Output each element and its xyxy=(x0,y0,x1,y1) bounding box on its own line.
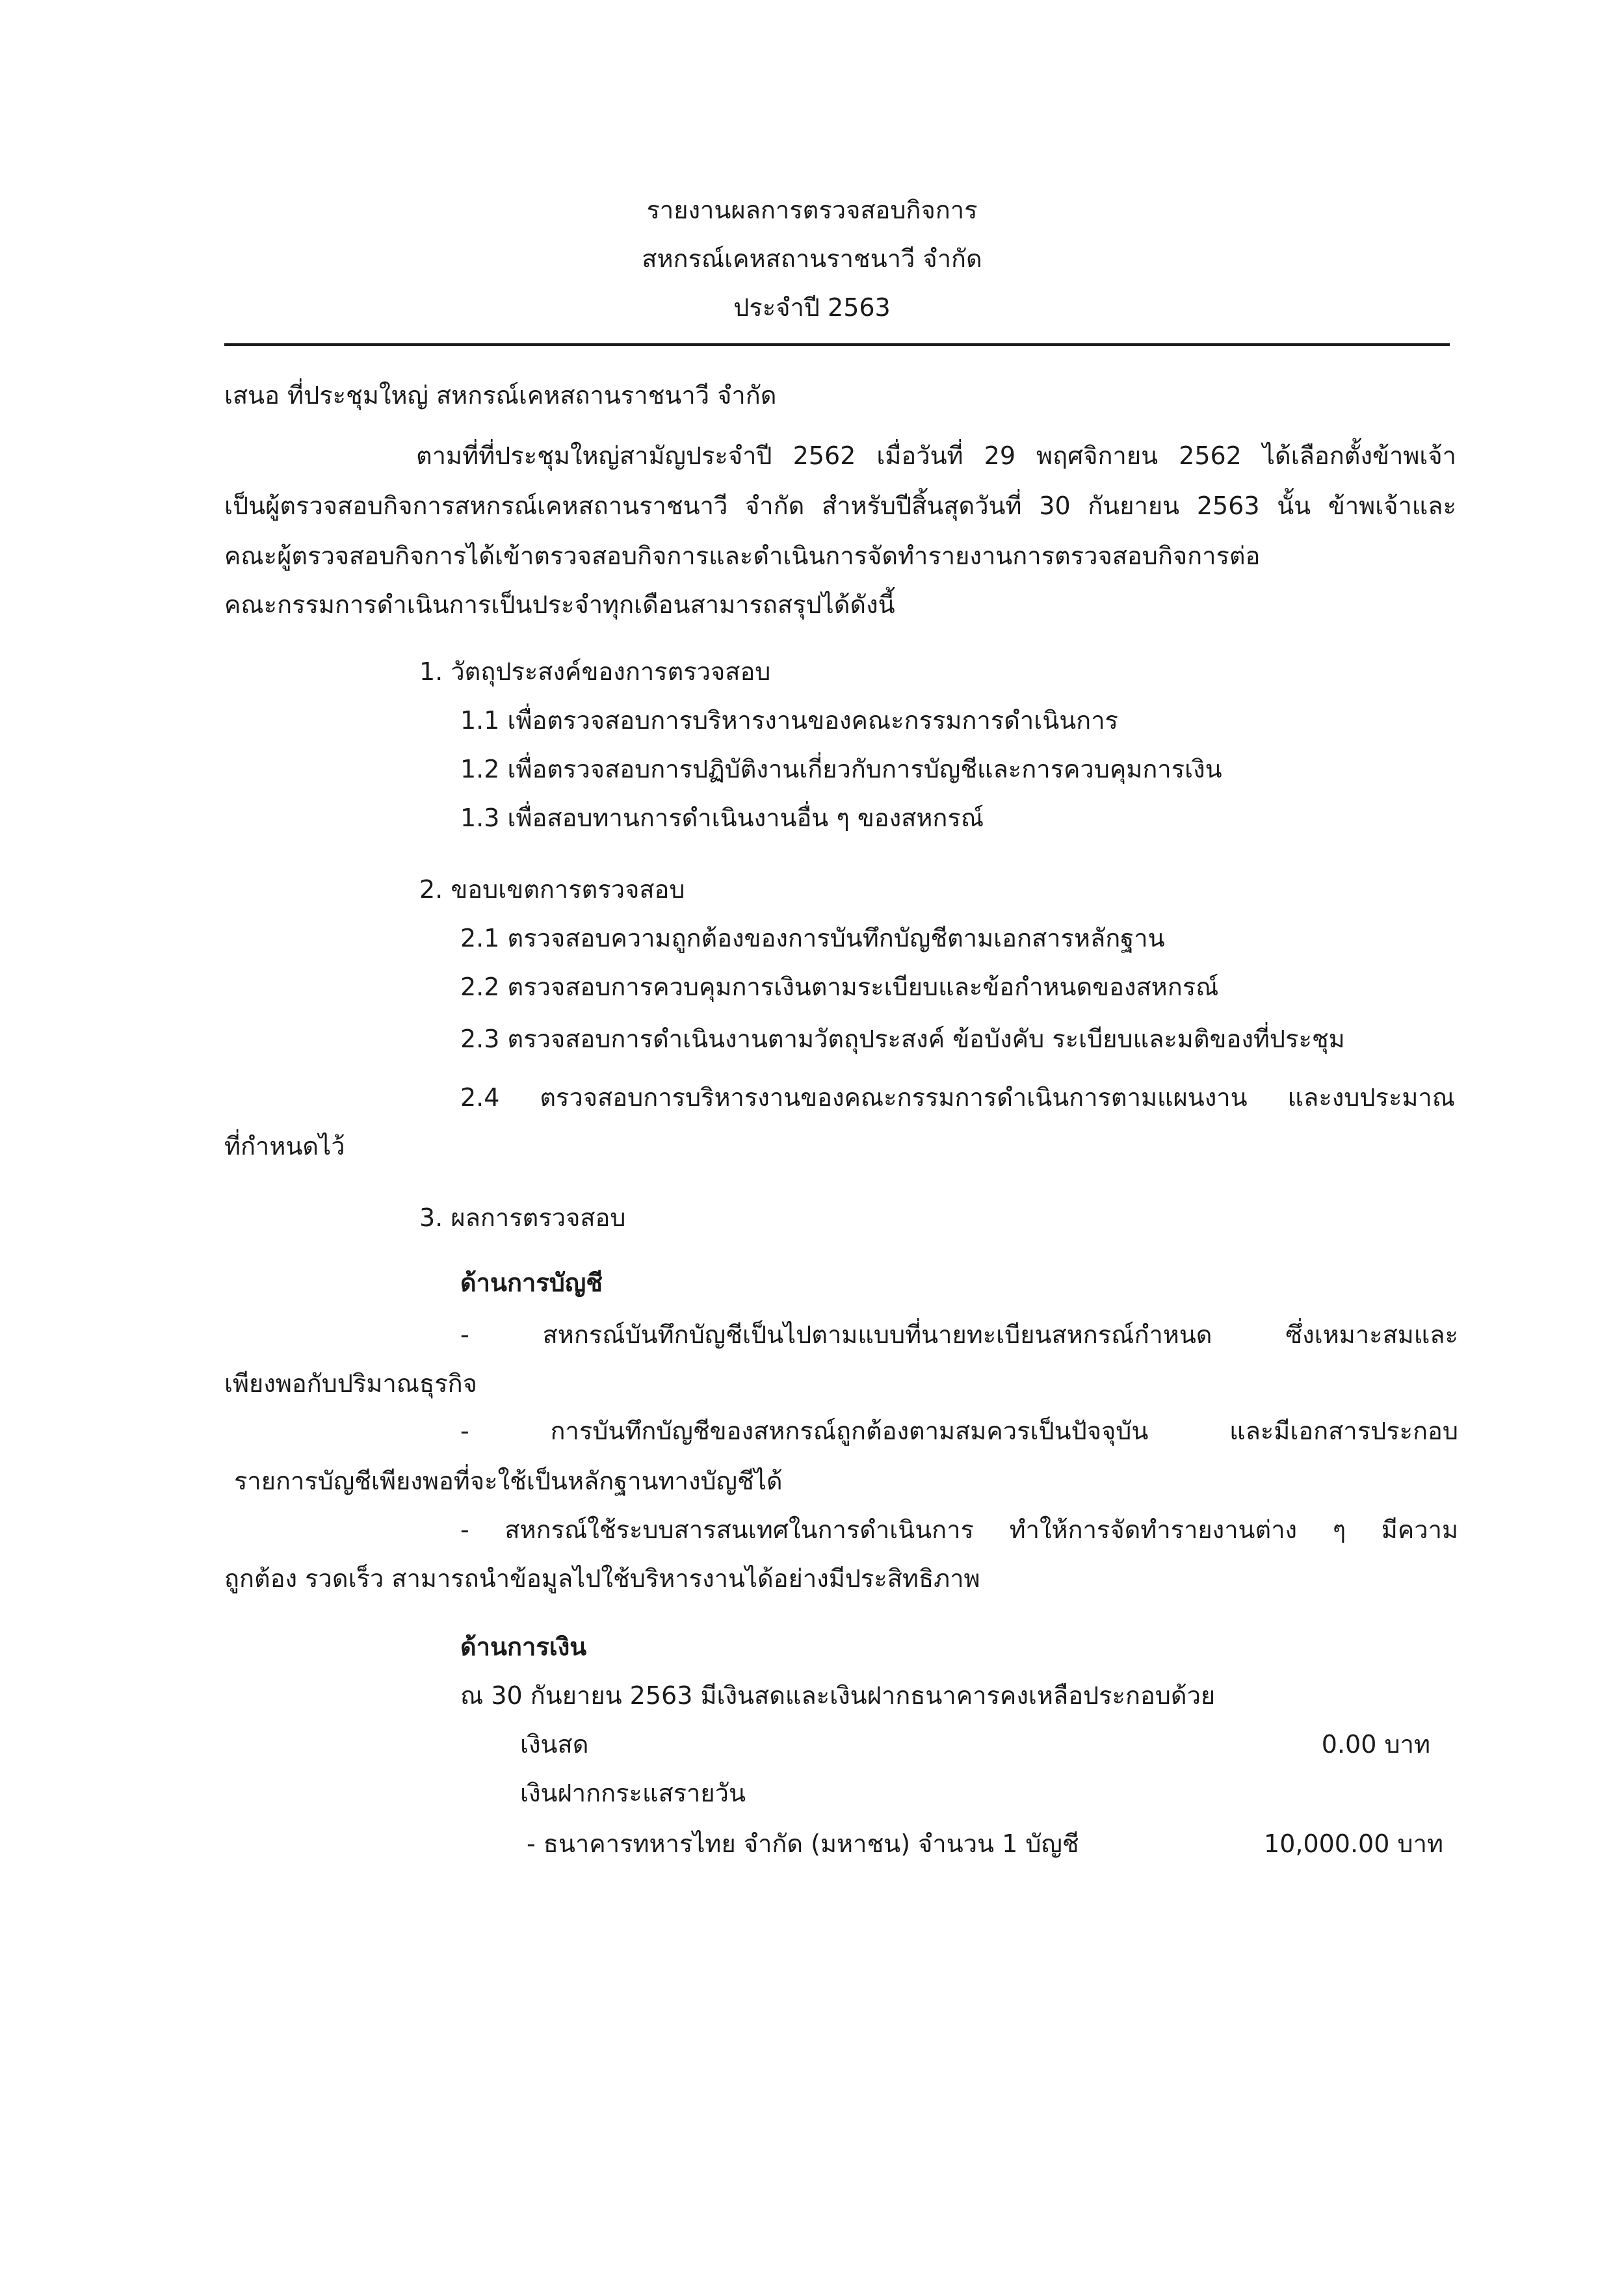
accounting-point-2: - การบันทึกบัญชีของสหกรณ์ถูกต้องตามสมควรเป็นปัจจุบัน และมีเอกสารประกอบ xyxy=(460,1417,1458,1445)
section2-item: 2.1 ตรวจสอบความถูกต้องของการบันทึกบัญชีตามเอกสารหลักฐาน xyxy=(460,924,1165,952)
finance-intro: ณ 30 กันยายน 2563 มีเงินสดและเงินฝากธนาคารคงเหลือประกอบด้วย xyxy=(460,1681,1216,1710)
intro-line-1: ตามที่ที่ประชุมใหญ่สามัญประจำปี 2562 เมื่อวันที่ 29 พฤศจิกายน 2562 ได้เลือกตั้งข้าพเจ้า xyxy=(416,441,1456,470)
section1-item: 1.3 เพื่อสอบทานการดำเนินงานอื่น ๆ ของสหกรณ์ xyxy=(460,804,984,832)
cash-amount: 0.00 บาท xyxy=(1321,1730,1430,1759)
cooperative-name: สหกรณ์เคหสถานราชนาวี จำกัด xyxy=(642,244,982,273)
section2-item: 2.4 ตรวจสอบการบริหารงานของคณะกรรมการดำเนินการตามแผนงาน และงบประมาณ xyxy=(460,1083,1455,1112)
intro-line-3: คณะผู้ตรวจสอบกิจการได้เข้าตรวจสอบกิจการและดำเนินการจัดทำรายงานการตรวจสอบกิจการต่อ xyxy=(224,542,1261,570)
report-year: ประจำปี 2563 xyxy=(733,293,891,322)
accounting-point-2-cont: รายการบัญชีเพียงพอที่จะใช้เป็นหลักฐานทางบัญชีได้ xyxy=(234,1467,783,1495)
section2-item: 2.3 ตรวจสอบการดำเนินงานตามวัตถุประสงค์ ข้อบังคับ ระเบียบและมติของที่ประชุม xyxy=(460,1025,1345,1053)
report-title: รายงานผลการตรวจสอบกิจการ xyxy=(646,196,978,224)
intro-line-2: เป็นผู้ตรวจสอบกิจการสหกรณ์เคหสถานราชนาวี จำกัด สำหรับปีสิ้นสุดวันที่ 30 กันยายน 2563 นั้น ข้าพเจ้าและ xyxy=(224,491,1456,520)
accounting-point-1: - สหกรณ์บันทึกบัญชีเป็นไปตามแบบที่นายทะเบียนสหกรณ์กำหนด ซึ่งเหมาะสมและ xyxy=(460,1320,1458,1349)
section2-item: 2.2 ตรวจสอบการควบคุมการเงินตามระเบียบและข้อกำหนดของสหกรณ์ xyxy=(460,973,1219,1001)
intro-line-4: คณะกรรมการดำเนินการเป็นประจำทุกเดือนสามารถสรุปได้ดังนี้ xyxy=(224,590,895,619)
accounting-point-3: - สหกรณ์ใช้ระบบสารสนเทศในการดำเนินการ ทำให้การจัดทำรายงานต่าง ๆ มีความ xyxy=(460,1515,1458,1544)
current-account-label: เงินฝากกระแสรายวัน xyxy=(520,1779,746,1807)
accounting-point-3-cont: ถูกต้อง รวดเร็ว สามารถนำข้อมูลไปใช้บริหารงานได้อย่างมีประสิทธิภาพ xyxy=(224,1564,980,1593)
bank-account-label: - ธนาคารทหารไทย จำกัด (มหาชน) จำนวน 1 บัญชี xyxy=(527,1829,1079,1858)
accounting-heading: ด้านการบัญชี xyxy=(460,1268,603,1297)
address-line: เสนอ ที่ประชุมใหญ่ สหกรณ์เคหสถานราชนาวี จำกัด xyxy=(224,381,777,410)
section2-title: 2. ขอบเขตการตรวจสอบ xyxy=(419,875,685,904)
accounting-point-1-cont: เพียงพอกับปริมาณธุรกิจ xyxy=(224,1369,477,1398)
section1-title: 1. วัตถุประสงค์ของการตรวจสอบ xyxy=(419,657,771,686)
bank-account-amount: 10,000.00 บาท xyxy=(1264,1829,1443,1858)
section1-item: 1.1 เพื่อตรวจสอบการบริหารงานของคณะกรรมการดำเนินการ xyxy=(460,706,1118,735)
cash-label: เงินสด xyxy=(520,1730,589,1759)
header-divider xyxy=(224,343,1450,346)
finance-heading: ด้านการเงิน xyxy=(460,1632,587,1661)
section3-title: 3. ผลการตรวจสอบ xyxy=(419,1203,626,1232)
section1-item: 1.2 เพื่อตรวจสอบการปฏิบัติงานเกี่ยวกับการบัญชีและการควบคุมการเงิน xyxy=(460,755,1222,783)
section2-item-continuation: ที่กำหนดไว้ xyxy=(224,1132,345,1160)
